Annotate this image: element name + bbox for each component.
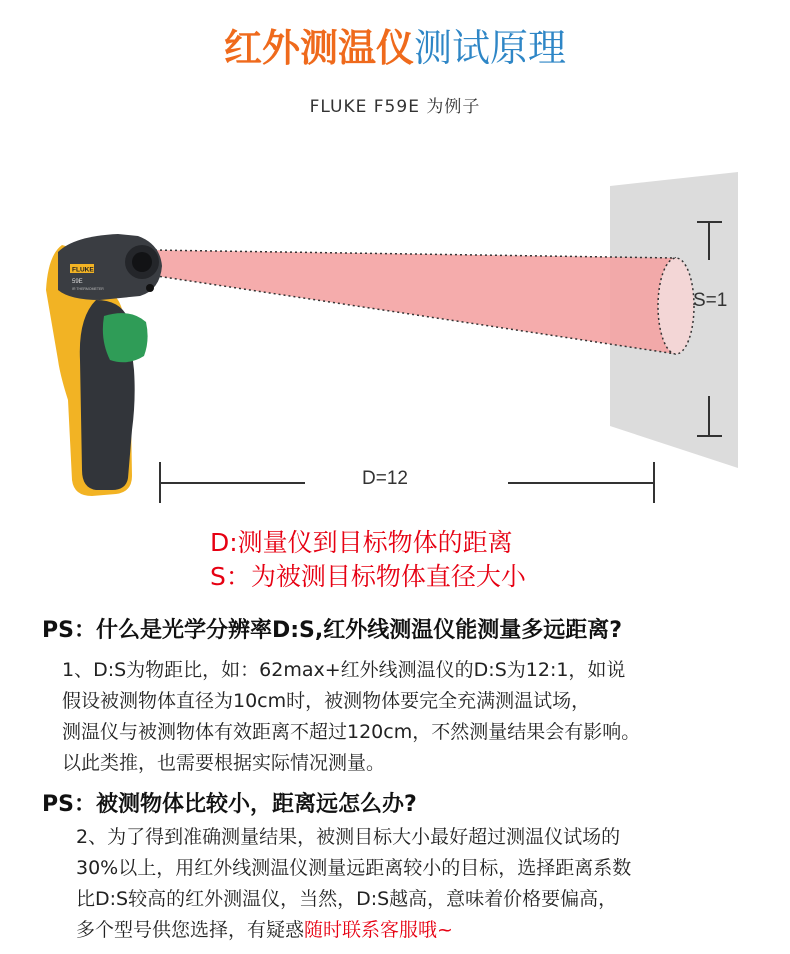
last-line-text: 多个型号供您选择，有疑惑 (76, 919, 305, 941)
target-spot (658, 258, 694, 354)
paragraph-line: 30%以上，用红外线测温仪测量远距离较小的目标，选择距离系数 (76, 857, 632, 879)
section-heading-small-target: PS：被测物体比较小，距离远怎么办? (42, 792, 417, 817)
title-main: 红外测温仪 (223, 26, 414, 70)
paragraph-line: 测温仪与被测物体有效距离不超过120cm，不然测量结果会有影响。 (62, 721, 641, 743)
paragraph-line: 以此类推，也需要根据实际情况测量。 (62, 752, 386, 774)
title-rest: 测试原理 (414, 26, 567, 70)
gun-subtext: IR THERMOMETER (72, 287, 104, 291)
section-heading-resolution: PS：什么是光学分辨率D:S,红外线测温仪能测量多远距离? (42, 618, 622, 643)
contact-service-link[interactable]: 随时联系客服哦~ (304, 919, 453, 941)
spot-size-label: S=1 (693, 290, 728, 311)
paragraph-line: 假设被测物体直径为10cm时，被测物体要完全充满测温试场， (62, 690, 591, 712)
page-title (0, 20, 790, 76)
ir-beam (150, 250, 676, 354)
gun-brand-logo: FLUKE (72, 266, 94, 274)
section-body-small-target (76, 822, 631, 946)
paragraph-line-last (76, 915, 631, 946)
section-body-resolution (62, 655, 640, 779)
thermometer-diagram (0, 150, 790, 520)
paragraph-line: 比D:S较高的红外测温仪，当然，D:S越高，意味着价格要偏高， (76, 888, 618, 910)
paragraph-line: 2、为了得到准确测量结果，被测目标大小最好超过测温仪试场的 (76, 826, 621, 848)
subtitle: FLUKE F59E 为例子 (309, 97, 481, 117)
definition-s: S：为被测目标物体直径大小 (210, 562, 526, 591)
paragraph-line: 1、D:S为物距比，如：62max+红外线测温仪的D:S为12:1，如说 (62, 659, 626, 681)
definition-d: D:测量仪到目标物体的距离 (210, 528, 513, 557)
distance-label: D=12 (362, 468, 408, 489)
thermometer-gun (46, 234, 162, 496)
gun-model-text: 59E (72, 279, 83, 285)
